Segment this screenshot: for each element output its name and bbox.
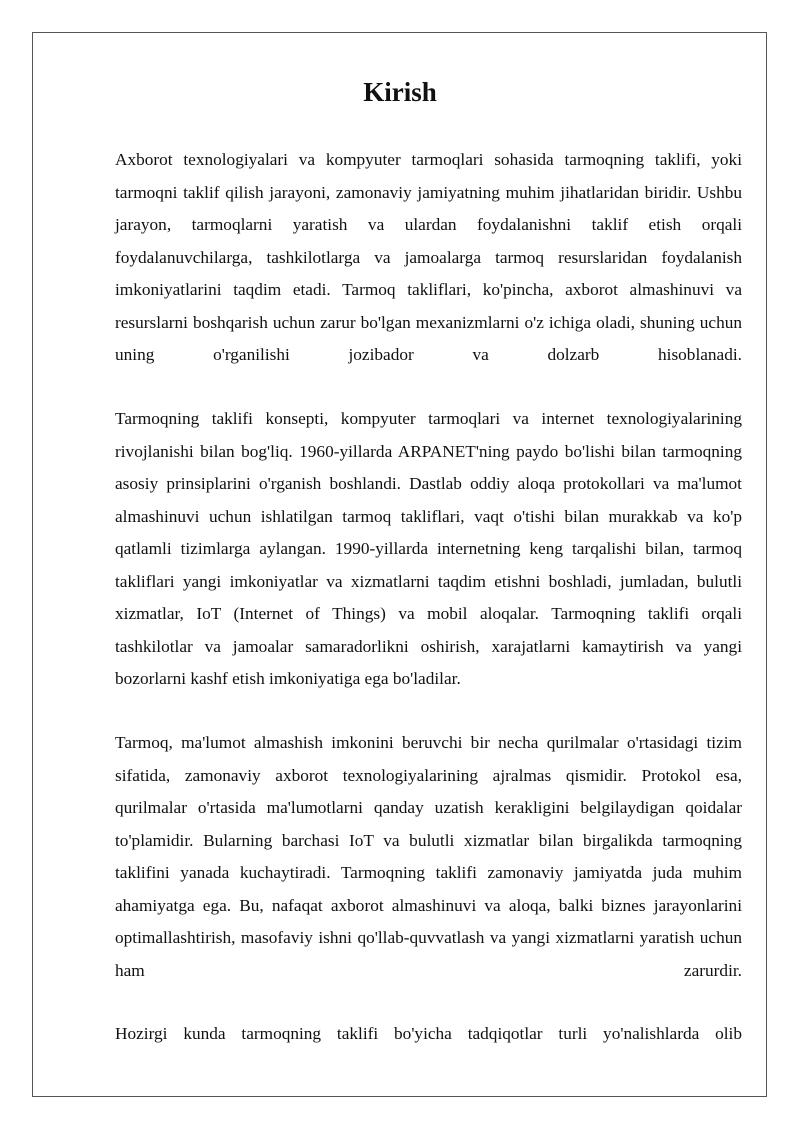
paragraph-network-definition: Tarmoq, ma'lumot almashish imkonini beruvchi bir necha qurilmalar o'rtasidagi tizim sifatida, zamonaviy axborot texnologiyalarining ajralmas qismidir. Protokol esa, qurilmalar o'rtasida ma'lumotlarni qanday uzatish kerakligini belgilaydigan qoidalar to'plamidir. Bularning barchasi IoT va bulutli xizmatlar bilan birgalikda tarmoqning taklifini yanada kuchaytiradi. Tarmoqning taklifi zamonaviy jamiyatda juda muhim ahamiyatga ega. Bu, nafaqat axborot almashinuvi va aloqa, balki biznes jarayonlarini optimallashtirish, masofaviy ishni qo'llab-quvvatlash va yangi xizmatlarni yaratish uchun ham zarurdir. [115,733,742,980]
paragraph-current-research: Hozirgi kunda tarmoqning taklifi bo'yicha tadqiqotlar turli yo'nalishlarda olib [115,1024,742,1043]
paragraph-history: Tarmoqning taklifi konsepti, kompyuter tarmoqlari va internet texnologiyalarining rivojlanishi bilan bog'liq. 1960-yillarda ARPANET'ning paydo bo'lishi bilan tarmoqning asosiy prinsiplarini o'rganish boshlandi. Dastlab oddiy aloqa protokollari va ma'lumot almashinuvi uchun ishlatilgan tarmoq takliflari, vaqt o'tishi bilan murakkab va ko'p qatlamli tizimlarga aylangan. 1990-yillarda internetning keng tarqalishi bilan, tarmoq takliflari yangi imkoniyatlar va xizmatlarni taqdim etishni boshladi, jumladan, bulutli xizmatlar, IoT (Internet of Things) va mobil aloqalar. Tarmoqning taklifi orqali tashkilotlar va jamoalar samaradorlikni oshirish, xarajatlarni kamaytirish va yangi bozorlarni kashf etish imkoniyatiga ega bo'ladilar. [115,409,742,688]
page-title: Kirish [363,77,437,107]
paragraph-intro: Axborot texnologiyalari va kompyuter tarmoqlari sohasida tarmoqning taklifi, yoki tarmoqni taklif qilish jarayoni, zamonaviy jamiyatning muhim jihatlaridan biridir. Ushbu jarayon, tarmoqlarni yaratish va ulardan foydalanishni taklif etish orqali foydalanuvchilarga, tashkilotlarga va jamoalarga tarmoq resurslaridan foydalanish imkoniyatlarini taqdim etadi. Tarmoq takliflari, ko'pincha, axborot almashinuvi va resurslarni boshqarish uchun zarur bo'lgan mexanizmlarni o'z ichiga oladi, shuning uchun uning o'rganilishi jozibador va dolzarb hisoblanadi. [115,150,742,364]
